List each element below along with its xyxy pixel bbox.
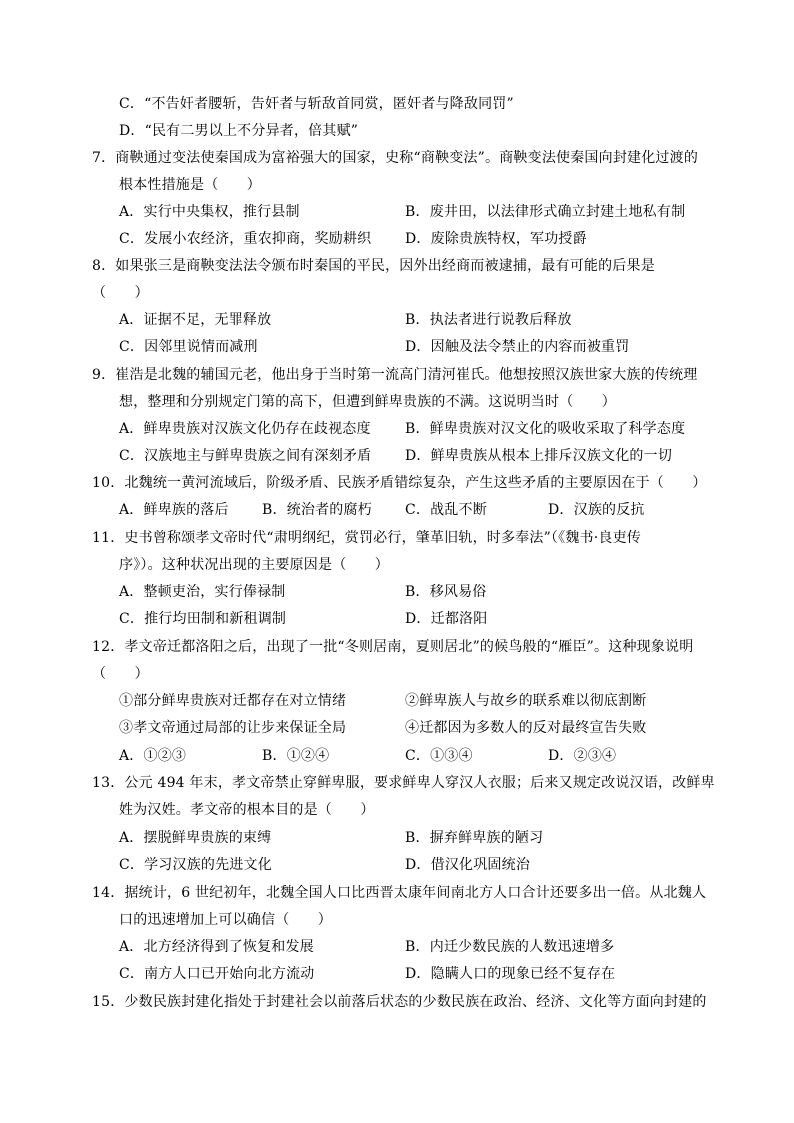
q12-option-d: D．②③④ bbox=[548, 748, 617, 764]
q12-stem-cont: （ ） bbox=[92, 666, 149, 682]
q8-option-c: C．因邻里说情而减刑 bbox=[119, 339, 258, 355]
q12-statement-2: ②鲜卑族人与故乡的联系难以彻底割断 bbox=[405, 693, 647, 709]
q14-option-b: B．内迁少数民族的人数迅速增多 bbox=[405, 939, 615, 955]
q6-option-d: D．“民有二男以上不分异者，倍其赋” bbox=[119, 123, 359, 139]
q13-option-c: C．学习汉族的先进文化 bbox=[119, 857, 272, 873]
q8-stem-cont: （ ） bbox=[92, 285, 149, 301]
q8-option-a: A．证据不足，无罪释放 bbox=[119, 312, 272, 328]
q9-option-a: A．鲜卑贵族对汉族文化仍存在歧视态度 bbox=[119, 421, 371, 437]
q11-stem-cont: 序》）。这种状况出现的主要原因是（ ） bbox=[119, 557, 389, 573]
q12-stem: 12．孝文帝迁都洛阳之后，出现了一批“冬则居南，夏则居北”的候鸟般的“雁臣”。这种现象说明 bbox=[92, 639, 694, 655]
q10-option-a: A．鲜卑族的落后 bbox=[119, 502, 229, 518]
q9-option-c: C．汉族地主与鲜卑贵族之间有深刻矛盾 bbox=[119, 448, 372, 464]
q8-option-b: B．执法者进行说教后释放 bbox=[405, 312, 572, 328]
q10-stem: 10．北魏统一黄河流域后，阶级矛盾、民族矛盾错综复杂，产生这些矛盾的主要原因在于（ ） bbox=[92, 475, 707, 491]
q13-option-b: B．摒弃鲜卑族的陋习 bbox=[405, 830, 544, 846]
q11-option-a: A．整顿吏治，实行俸禄制 bbox=[119, 584, 286, 600]
q12-option-b: B．①②④ bbox=[262, 748, 330, 764]
q8-stem: 8．如果张三是商鞅变法法令颁布时秦国的平民，因外出经商而被逮捕，最有可能的后果是 bbox=[92, 258, 655, 274]
q11-option-b: B．移风易俗 bbox=[405, 584, 487, 600]
q12-statement-1: ①部分鲜卑贵族对迁都存在对立情绪 bbox=[119, 693, 347, 709]
q12-statement-3: ③孝文帝通过局部的让步来保证全局 bbox=[119, 720, 347, 736]
q13-stem: 13．公元 494 年末，孝文帝禁止穿鲜卑服，要求鲜卑人穿汉人衣服；后来又规定改说汉语，改鲜卑 bbox=[92, 775, 715, 791]
q7-option-c: C．发展小农经济，重农抑商，奖励耕织 bbox=[119, 231, 372, 247]
q15-stem: 15．少数民族封建化指处于封建社会以前落后状态的少数民族在政治、经济、文化等方面向封建的 bbox=[92, 994, 707, 1010]
q13-option-a: A．摆脱鲜卑贵族的束缚 bbox=[119, 830, 272, 846]
q9-option-d: D．鲜卑贵族从根本上排斥汉族文化的一切 bbox=[405, 448, 673, 464]
q14-stem-cont: 口的迅速增加上可以确信（ ） bbox=[119, 912, 332, 928]
q9-option-b: B．鲜卑贵族对汉文化的吸收采取了科学态度 bbox=[405, 421, 686, 437]
q10-option-c: C．战乱不断 bbox=[405, 502, 487, 518]
q9-stem: 9．崔浩是北魏的辅国元老，他出身于当时第一流高门清河崔氏。他想按照汉族世家大族的传统理 bbox=[92, 367, 698, 383]
q11-option-c: C．推行均田制和新租调制 bbox=[119, 611, 287, 627]
q11-stem: 11．史书曾称颂孝文帝时代“肃明纲纪，赏罚必行，肇革旧轨，时多奉法”（《魏书·良吏传 bbox=[92, 530, 641, 546]
q12-statement-4: ④迁都因为多数人的反对最终宣告失败 bbox=[405, 720, 647, 736]
q13-option-d: D．借汉化巩固统治 bbox=[405, 857, 531, 873]
q14-option-d: D．隐瞒人口的现象已经不复存在 bbox=[405, 966, 616, 982]
q7-stem-cont: 根本性措施是（ ） bbox=[119, 177, 261, 193]
q14-stem: 14．据统计，6 世纪初年，北魏全国人口比西晋太康年间南北方人口合计还要多出一倍。从北魏人 bbox=[92, 885, 707, 901]
q11-option-d: D．迁都洛阳 bbox=[405, 611, 488, 627]
q7-stem: 7．商鞅通过变法使秦国成为富裕强大的国家，史称“商鞅变法”。商鞅变法使秦国向封建化过渡的 bbox=[92, 150, 699, 166]
q9-stem-cont: 想，整理和分别规定门第的高下，但遭到鲜卑贵族的不满。这说明当时（ ） bbox=[119, 394, 616, 410]
q12-option-c: C．①③④ bbox=[405, 748, 473, 764]
q14-option-a: A．北方经济得到了恢复和发展 bbox=[119, 939, 314, 955]
q10-option-d: D．汉族的反抗 bbox=[548, 502, 645, 518]
q10-option-b: B．统治者的腐朽 bbox=[262, 502, 372, 518]
q8-option-d: D．因触及法令禁止的内容而被重罚 bbox=[405, 339, 630, 355]
q7-option-b: B．废井田，以法律形式确立封建土地私有制 bbox=[405, 204, 686, 220]
q6-option-c: C．“不告奸者腰斩，告奸者与斩敌首同赏，匿奸者与降敌同罚” bbox=[119, 96, 514, 112]
q12-option-a: A．①②③ bbox=[119, 748, 187, 764]
q7-option-d: D．废除贵族特权，军功授爵 bbox=[405, 231, 587, 247]
q7-option-a: A．实行中央集权，推行县制 bbox=[119, 204, 300, 220]
q13-stem-cont: 姓为汉姓。孝文帝的根本目的是（ ） bbox=[119, 802, 375, 818]
q14-option-c: C．南方人口已开始向北方流动 bbox=[119, 966, 315, 982]
